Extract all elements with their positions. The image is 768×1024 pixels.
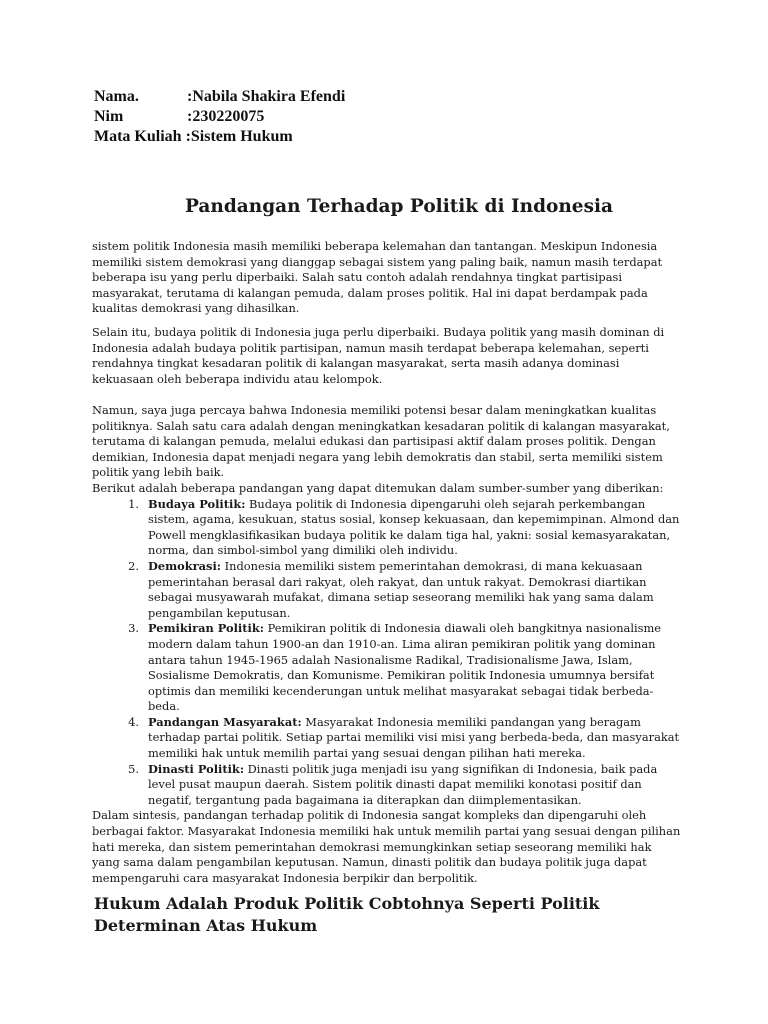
list-desc: Dinasti politik juga menjadi isu yang signifikan di Indonesia, baik pada level pusat maupun daerah. Sistem politik dinasti dapat memiliki konotasi positif dan negatif, tergantung pada bagaimana ia diterapkan dan diimplementasikan. bbox=[148, 761, 658, 807]
list-text bbox=[139, 621, 682, 715]
list-desc: Pemikiran politik di Indonesia diawali oleh bangkitnya nasionalisme modern dalam tahun 1900-an dan 1910-an. Lima aliran pemikiran politik yang dominan antara tahun 1945-1965 adalah Nasionalisme Radikal, Tradisionalisme Jawa, Islam, Sosialisme Demokratis, dan Komunisme. Pemikiran politik Indonesia umumnya bersifat optimis dan memiliki kecenderungan untuk melihat masyarakat sebagai tidak berbeda-beda. bbox=[148, 621, 662, 714]
list-term: Demokrasi bbox=[148, 558, 217, 573]
paragraph-4-text: Berikut adalah beberapa pandangan yang dapat ditemukan dalam sumber-sumber yang diberikan: bbox=[92, 480, 664, 495]
nim-row bbox=[94, 107, 345, 127]
list-item bbox=[92, 559, 682, 621]
list-number: 1. bbox=[128, 496, 139, 511]
list-number: 2. bbox=[128, 558, 139, 573]
list-term: Dinasti Politik bbox=[148, 761, 240, 776]
paragraph-3-block bbox=[92, 403, 682, 886]
list-desc: Masyarakat Indonesia memiliki pandangan yang beragam terhadap partai politik. Setiap partai memiliki visi misi yang berbeda-beda, dan masyarakat memiliki hak untuk memilih partai yang sesuai dengan pilihan hati mereka. bbox=[148, 714, 680, 761]
section-heading: Hukum Adalah Produk Politik Cobtohnya Seperti Politik Determinan Atas Hukum bbox=[94, 894, 600, 935]
mata-kuliah-label: Mata Kuliah bbox=[94, 128, 182, 145]
paragraph-3-text: Namun, saya juga percaya bahwa Indonesia memiliki potensi besar dalam meningkatkan kualitas politiknya. Salah satu cara adalah dengan meningkatkan kesadaran politik di kalangan masyarakat, terutama di kalangan pemuda, melalui edukasi dan partisipasi aktif dalam proses politik. Dengan demikian, Indonesia dapat menjadi negara yang lebih demokratis dan stabil, serta memiliki sistem politik yang lebih baik. bbox=[92, 403, 670, 480]
nim-value: :230220075 bbox=[187, 108, 265, 125]
list-sep: : bbox=[297, 714, 302, 729]
list-item bbox=[92, 715, 682, 762]
paragraph-1-text: sistem politik Indonesia masih memiliki beberapa kelemahan dan tantangan. Meskipun Indonesia memiliki sistem demokrasi yang dianggap sebagai sistem yang paling baik, namun masih terdapat beberapa isu yang perlu diperbaiki. Salah satu contoh adalah rendahnya tingkat partisipasi masyarakat, terutama di kalangan pemuda, dalam proses politik. Hal ini dapat berdampak pada kualitas demokrasi yang dihasilkan. bbox=[92, 239, 663, 316]
list-desc: Indonesia memiliki sistem pemerintahan demokrasi, di mana kekuasaan pemerintahan berasal dari rakyat, oleh rakyat, dan untuk rakyat. Demokrasi diartikan sebagai musyawarah mufakat, dimana setiap seseorang memiliki hak yang sama dalam pengambilan keputusan. bbox=[148, 558, 654, 620]
list-number: 4. bbox=[128, 714, 139, 729]
nama-row bbox=[94, 87, 345, 107]
list-item bbox=[92, 621, 682, 715]
list-text bbox=[139, 715, 682, 762]
list-text bbox=[139, 762, 682, 809]
document-title: Pandangan Terhadap Politik di Indonesia bbox=[184, 196, 613, 217]
list-item bbox=[92, 497, 682, 559]
student-info bbox=[94, 87, 345, 147]
paragraph-5-text: Dalam sintesis, pandangan terhadap politik di Indonesia sangat kompleks dan dipengaruhi oleh berbagai faktor. Masyarakat Indonesia memiliki hak untuk memilih partai yang sesuai dengan pilihan hati mereka, dan sistem pemerintahan demokrasi memungkinkan setiap seseorang memiliki hak yang sama dalam pengambilan keputusan. Namun, dinasti politik dan budaya politik juga dapat mempengaruhi cara masyarakat Indonesia berpikir dan berpolitik. bbox=[92, 808, 681, 885]
list-number: 3. bbox=[128, 621, 139, 636]
nim-label: Nim bbox=[94, 108, 124, 125]
list-term: Budaya Politik bbox=[148, 496, 242, 511]
list-term: Pandangan Masyarakat bbox=[148, 714, 298, 729]
mata-kuliah-row bbox=[94, 127, 345, 147]
list-item bbox=[92, 762, 682, 809]
list-sep: : bbox=[216, 558, 222, 573]
paragraph-2-text: Selain itu, budaya politik di Indonesia juga perlu diperbaiki. Budaya politik yang masih dominan di Indonesia adalah budaya politik partisipan, namun masih terdapat beberapa kelemahan, seperti rendahnya tingkat kesadaran politik di kalangan masyarakat, serta masih adanya dominasi kekuasaan oleh beberapa individu atau kelompok. bbox=[92, 325, 665, 386]
list-text bbox=[139, 497, 682, 559]
paragraph-1 bbox=[92, 239, 682, 317]
list-desc: Budaya politik di Indonesia dipengaruhi oleh sejarah perkembangan sistem, agama, kesukuan, status sosial, konsep kekuasaan, dan kepemimpinan. Almond dan Powell mengklasifikasikan budaya politik ke dalam tiga hal, yakni: sosial kemasyarakatan, norma, dan simbol-simbol yang dimiliki oleh individu. bbox=[148, 496, 680, 558]
nama-label: Nama. bbox=[94, 88, 139, 105]
list-sep: : bbox=[241, 496, 246, 511]
viewpoint-list bbox=[92, 497, 682, 809]
mata-kuliah-value: :Sistem Hukum bbox=[185, 128, 293, 145]
list-text bbox=[139, 559, 682, 621]
nama-value: :Nabila Shakira Efendi bbox=[187, 88, 346, 105]
list-number: 5. bbox=[128, 761, 139, 776]
list-sep: : bbox=[259, 621, 264, 636]
list-sep: : bbox=[239, 761, 245, 776]
paragraph-2 bbox=[92, 325, 682, 387]
list-term: Pemikiran Politik bbox=[148, 621, 260, 636]
